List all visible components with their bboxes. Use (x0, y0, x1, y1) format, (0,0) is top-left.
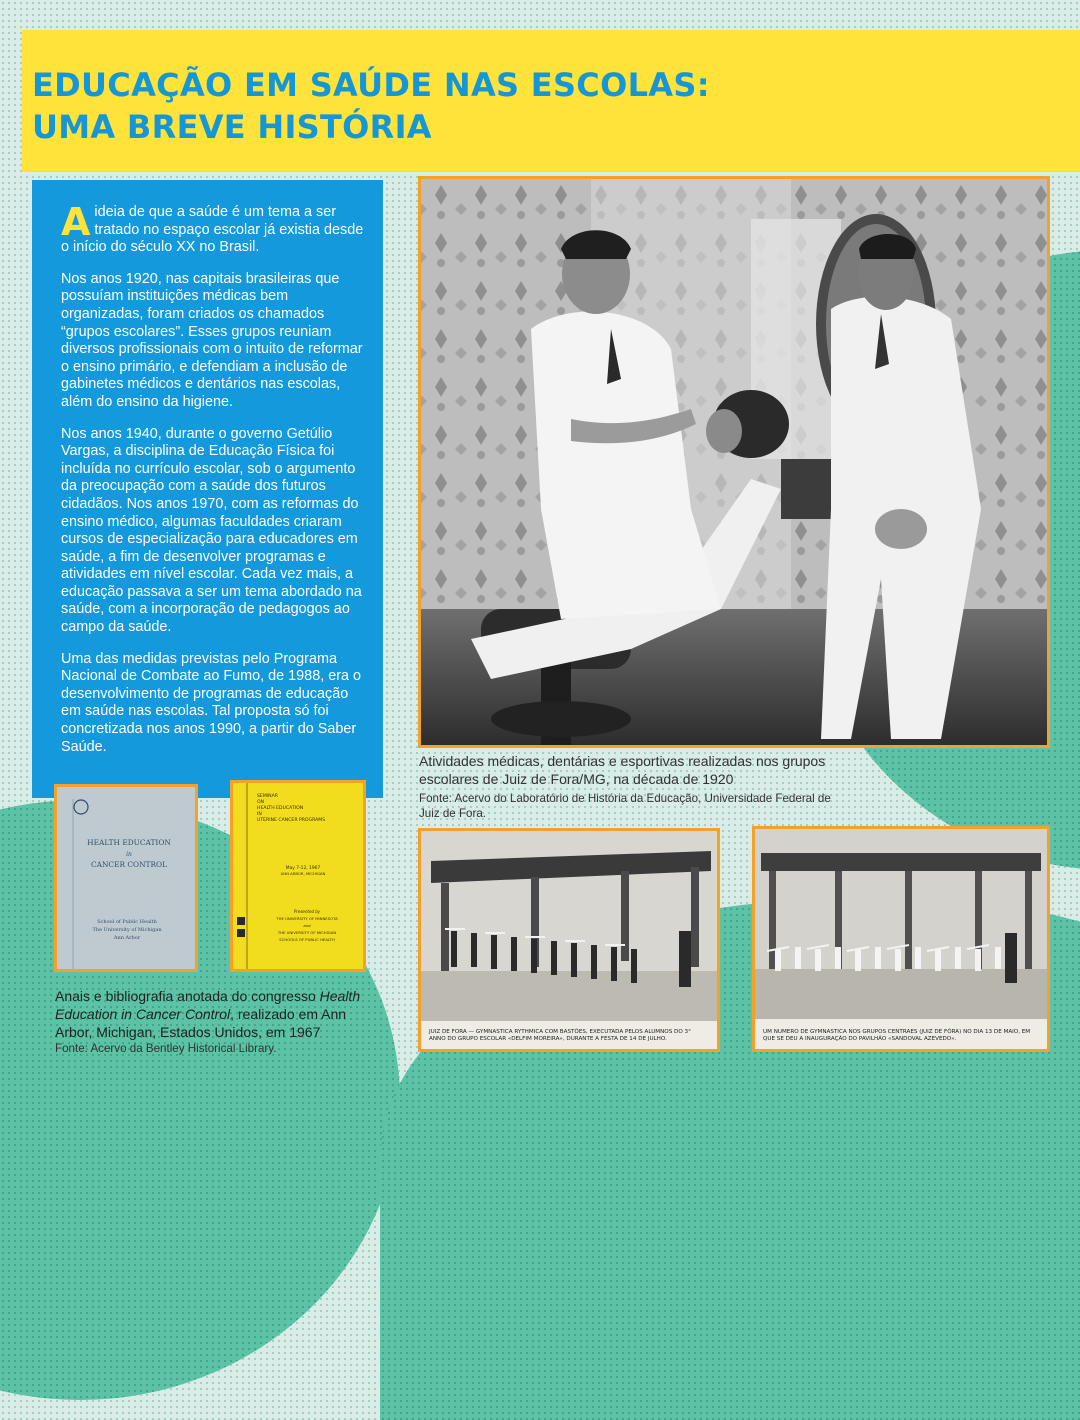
books-caption (55, 987, 385, 1041)
dental-office-illustration (421, 179, 1047, 745)
gymnastics-photo-1-caption: JUIZ DE FORA — GYMNASTICA RYTHMICA COM BASTÕES, EXECUTADA PELOS ALUMNOS DO 3° ANNO DO GRUPO ESCOLAR «DELFIM MOREIRA», DURANTE A FESTA DE 14 DE JULHO. (429, 1029, 691, 1042)
gymnastics-photo-2-caption: UM NUMERO DE GYMNASTICA NOS GRUPOS CENTRAES (JUIZ DE FÓRA) NO DIA 13 DE MAIO, EM QUE SE DEU A INAUGURAÇÃO DO PAVILHÃO «SANDOVAL AZEVEDO». (763, 1029, 1031, 1042)
paragraph-intro (61, 200, 367, 257)
paragraph-1988: Uma das medidas previstas pelo Programa Nacional de Combate ao Fumo, de 1988, era o desenvolvimento de programas de educação em saúde nas escolas. Tal proposta só foi concretizada nos anos 1990, a partir do Saber Saúde. (61, 650, 361, 755)
dental-office-photo (418, 176, 1050, 748)
title-line-1: EDUCAÇÃO EM SAÚDE NAS ESCOLAS: (32, 66, 710, 104)
books-caption-prefix: Anais e bibliografia anotada do congresso (55, 988, 320, 1004)
book1-title-line3: CANCER CONTROL (90, 860, 168, 869)
gymnastics-photo-2 (752, 826, 1050, 1052)
drop-cap: A (61, 200, 91, 244)
book2-org3: SCHOOLS OF PUBLIC HEALTH (279, 937, 335, 942)
book2-date: May 7-12, 1967 (285, 866, 321, 871)
book2-presented-by: Presented by (293, 909, 321, 914)
book2-org2: THE UNIVERSITY OF MICHIGAN (277, 930, 337, 935)
gymnastics-photo-1 (418, 828, 720, 1052)
main-photo-source: Fonte: Acervo do Laboratório de História da Educação, Universidade Federal de Juiz de Fora. (419, 792, 831, 820)
book1-title-line1: HEALTH EDUCATION (87, 838, 171, 847)
book-cover-2-illustration (233, 783, 363, 969)
title-line-2: UMA BREVE HISTÓRIA (32, 108, 432, 146)
book2-line4: IN (257, 812, 262, 817)
book-cover-seminar (230, 780, 366, 972)
book-cover-health-education (54, 784, 198, 972)
book2-line2: ON (257, 800, 265, 805)
book2-place: ANN ARBOR, MICHIGAN (280, 871, 326, 876)
book2-and: and (303, 923, 311, 928)
paragraph-1920s: Nos anos 1920, nas capitais brasileiras que possuíam instituições médicas bem organizadas, foram criados os chamados “grupos escolares”. Esses grupos reuniam diversos profissionais com o intuito de reformar o ensino primário, e defendiam a inclusão de gabinetes médicos e dentários nas escolas, além do ensino da higiene. (61, 270, 363, 410)
book1-publisher-line2: The University of Michigan (92, 927, 162, 933)
main-photo-caption: Atividades médicas, dentárias e esportivas realizadas nos grupos escolares de Juiz de Fora/MG, na década de 1920 (419, 753, 826, 787)
books-source: Fonte: Acervo da Bentley Historical Library. (55, 1042, 277, 1055)
book2-line1: SEMINAR (257, 794, 278, 799)
book1-publisher-line1: School of Public Health (97, 919, 157, 925)
book2-org1: THE UNIVERSITY OF MINNESOTA (276, 916, 338, 921)
page-title (32, 64, 710, 148)
gymnastics-photo-2-illustration (755, 829, 1047, 1019)
paragraph-1940s-1970s: Nos anos 1940, durante o governo Getúlio Vargas, a disciplina de Educação Física foi incluída no currículo escolar, sob o argumento da preocupação com a saúde dos futuros cidadãos. Nos anos 1970, com as reformas do ensino médico, algumas faculdades criaram cursos de especialização para educadores em saúde, a fim de desenvolver programas e atividades em nível escolar. Cada vez mais, a educação passava a ser um tema abordado na saúde, com a incorporação de pedagogos ao campo da saúde. (61, 425, 362, 636)
title-banner (22, 30, 1080, 172)
book1-title-line2: in (126, 851, 132, 858)
book2-line5: UTERINE CANCER PROGRAMS (257, 818, 326, 823)
book2-line3: HEALTH EDUCATION (257, 806, 304, 811)
books-caption-title: Health Education in Cancer Control (55, 988, 361, 1022)
book1-publisher-line3: Ann Arbor (113, 935, 141, 941)
history-text-panel (32, 180, 383, 798)
book-cover-1-illustration (57, 787, 195, 969)
gymnastics-photo-1-illustration (421, 831, 717, 1021)
paragraph-intro-text: ideia de que a saúde é um tema a ser tratado no espaço escolar já existia desde o início do século XX no Brasil. (61, 204, 364, 256)
books-caption-suffix: , realizado em Ann Arbor, Michigan, Estados Unidos, em 1967 (55, 1006, 347, 1040)
